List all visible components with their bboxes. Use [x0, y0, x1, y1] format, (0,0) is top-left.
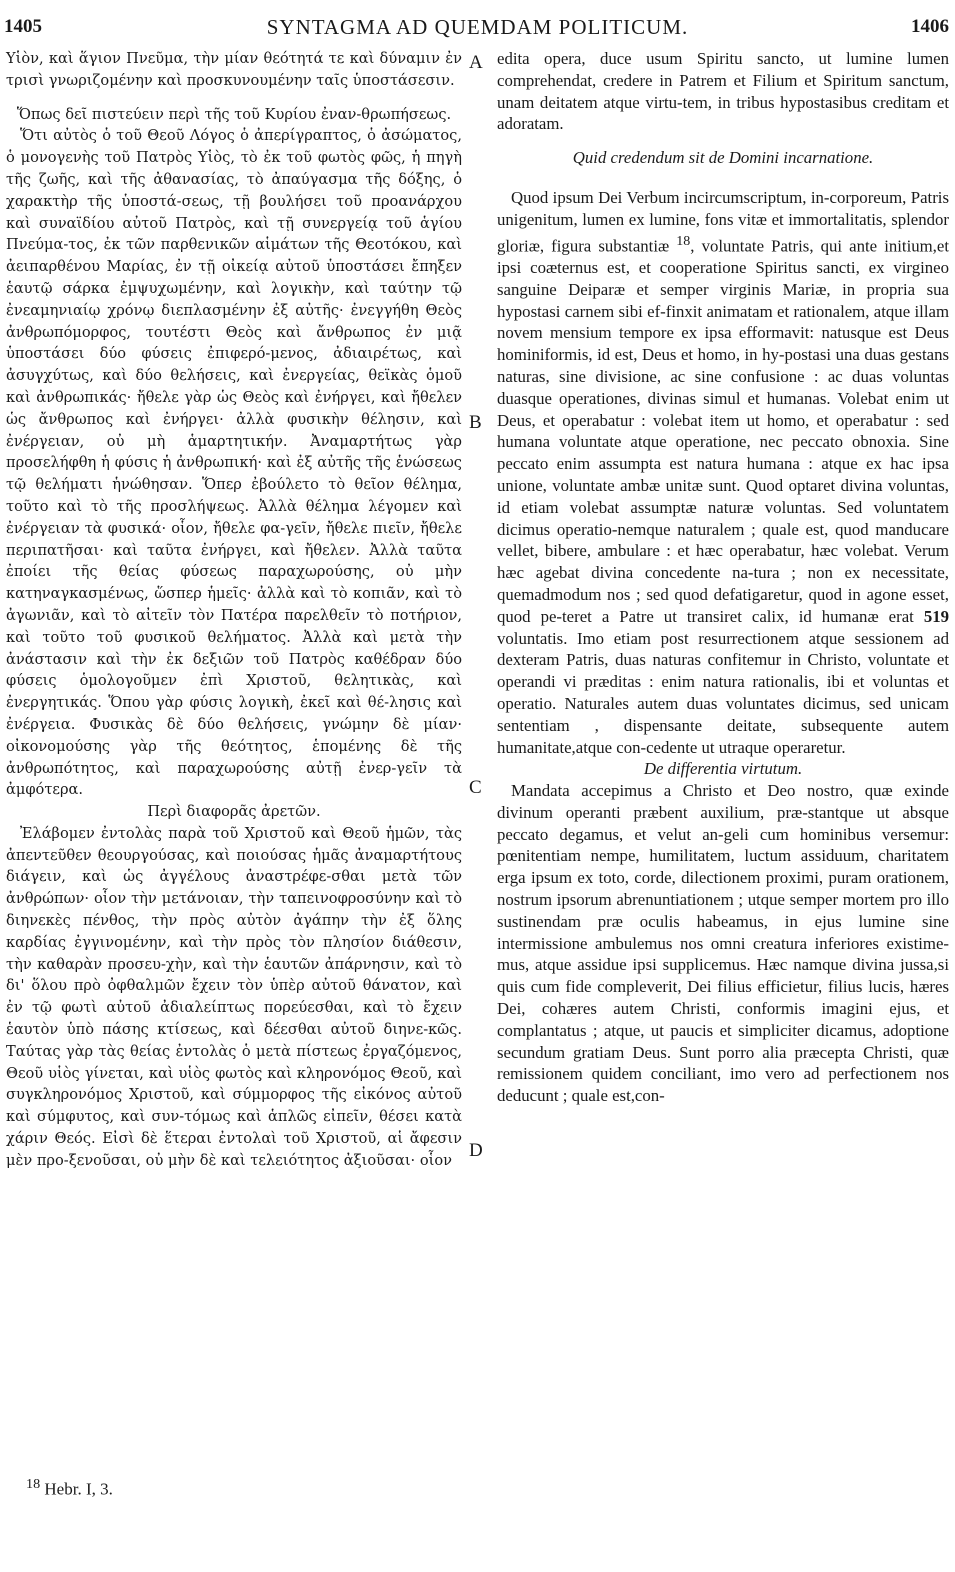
greek-heading-virtues: Περὶ διαφορᾶς ἀρετῶν. [147, 803, 321, 821]
margin-marker-a: A [469, 52, 483, 73]
greek-paragraph-incarnation: Ὅτι αὐτὸς ὁ τοῦ Θεοῦ Λόγος ὁ ἀπερίγραπτος, ὁ ἀσώματος, ὁ μονογενὴς τοῦ Πατρὸς Υἱὸς, τὸ ἐκ τοῦ φωτὸς φῶς, ἡ πηγὴ τῆς ζωῆς, καὶ τῆς ἀθανασίας, τὸ ἀπαύγασμα τῆς δόξης, ὁ χαρακτὴρ τῆς ὑποστά-σεως, τῇ βουλήσει τοῦ προανάρχου καὶ συναϊδίου αὐτοῦ Πατρὸς, καὶ τῇ συνεργείᾳ τοῦ ἁγίου Πνεύμα-τος, ἐκ τῶν παρθενικῶν αἱμάτων τῆς Θεοτόκου, καὶ ἀειπαρθένου Μαρίας, ἐν τῇ οἰκείᾳ αὐτοῦ ὑποστάσει ἔπηξεν ἑαυτῷ σάρκα ἐμψυχωμένην, καὶ λογικὴν, καὶ ταύτην τῷ ἐνεαμηνιαίῳ χρόνῳ διεπλασμένην ἐξ αὐτῆς· ἐνεγγήθη Θεὸς ἀνθρωπόμορφος, τουτέστι Θεὸς καὶ ἄνθρωπος ἐν μιᾷ ὑποστάσει δύο φύσεις ἐπιφερό-μενος, ἀδιαιρέτως, καὶ ἀσυγχύτως, καὶ δύο θελήσεις, καὶ ἐνεργείας, θεϊκὰς ὁμοῦ καὶ ἀνθρωπικάς· ἤθελε γὰρ ὡς Θεὸς καὶ ἐνήργει, καὶ ἤθελεν ὡς ἄνθρωπος καὶ ἐνήργει· ἀλλὰ φυσικὴν θέλησιν, καὶ ἐνέργειαν, οὐ μὴ ἁμαρτητικήν. Ἀναμαρτήτως γὰρ προσελήφθη ἡ φύσις ἡ ἀνθρωπική· καὶ ἐξ αὐτῆς τῆς ἑνώσεως τῷ θελήματι ἡνώθησαν. Ὅπερ ἐβούλετο τὸ θεῖον θέλημα, τοῦτο καὶ τὸ τῆς προσλήψεως. Ἀλλὰ θέλημα λέγομεν καὶ ἐνέργειαν τὰ φυσικά· οἷον, ἤθελε φα-γεῖν, ἤθελε πιεῖν, ἤθελε περιπατῆσαι· καὶ ταῦτα ἐνήργει, καὶ ἤθελεν. Ἀλλὰ ταῦτα ἐποίει τῆς θείας φύσεως παραχωρούσης, οὐ μὴν κατηναγκασμένως, ὥσπερ ἡμεῖς· ἀλλὰ καὶ τὸ κοπιᾶν, καὶ τὸ ἀγωνιᾶν, καὶ τὸ αἰτεῖν τὸν Πατέρα παρελθεῖν τὸ ποτήριον, καὶ τοῦτο τοῦ φυσικοῦ θελήματος. Ἀλλὰ καὶ μετὰ τὴν ἀνάστασιν καὶ τὴν ἐκ δεξιῶν τοῦ Πατρὸς καθέδραν δύο φύσεις ὁμολογοῦμεν ἐπὶ Χριστοῦ, θελητικὰς, καὶ ἐνεργητικάς. Ὅπου γὰρ φύσις λογικὴ, ἐκεῖ καὶ θέ-λησις καὶ ἐνέργεια. Φυσικὰς δὲ δύο θελήσεις, γνώμην δὲ μίαν· οἰκονομούσης γὰρ τῆς θεότητος, ἑπομένης δὲ τῆς ἀνθρωπότητος, καὶ παραχωρούσης αὐτῇ ἐνερ-γεῖν τὰ ἀμφότερα. [6, 127, 462, 799]
margin-marker-d: D [469, 1140, 483, 1161]
footnote-mark: 18 [26, 1476, 41, 1492]
running-title: SYNTAGMA AD QUEMDAM POLITICUM. [266, 15, 689, 39]
greek-column [6, 48, 462, 1172]
latin-paragraph-virtues: Mandata accepimus a Christo et Deo nostro, quæ exinde divinum operanti præbent auxilium, præ-stantque ut absque peccato degamus, et velut an-geli cum hominibus versemur: pœnitentiam nempe, humilitatem, luctum assiduum, charitatem erga ipsum ex toto, corde, dilectionem proximi, puram orationem, nostrum ipsorum abrenuntiationem ; utque semper mortem pro illo sustinendam præ oculis habeamus, in ejus lumine sine intermissione ambulemus nos omni creatura inferiores existime-mus, atque assidue ipsi supplicemus. Hæc namque divina jussa,si quis cum fide compleverit, Dei filius efficietur, filius lucis, hæres Dei, cohæres autem Christi, conformis imagini ejus, et complantatus ; atque, ut paucis et simpliciter dicamus, adoptione secundum gratiam Deus. Sunt porro alia præcepta Christi, quæ remissionem quidem conciliant, imo vero ad perfectionem nos deducunt ; quale est,con- [497, 781, 949, 1106]
greek-paragraph-virtues: Ἐλάβομεν ἐντολὰς παρὰ τοῦ Χριστοῦ καὶ Θεοῦ ἡμῶν, τὰς ἀπεντεῦθεν θεουργούσας, καὶ ποιούσας ἡμᾶς ἀναμαρτήτους διάγειν, καὶ ὡς ἀγγέλους ἀναστρέφε-σθαι μετὰ τῶν ἀνθρώπων· οἷον τὴν μετάνοιαν, τὴν ταπεινοφροσύνην καὶ τὸ διηνεκὲς πένθος, τὴν πρὸς αὐτὸν ἀγάπην τὴν ἐξ ὅλης καρδίας ἐγγινομένην, καὶ τὴν πρὸς τὸν πλησίον διάθεσιν, τὴν καθαρὰν προσευ-χὴν, καὶ τὴν ἑαυτῶν ἀπάρνησιν, καὶ τὸ δι' ὅλου πρὸ ὀφθαλμῶν ἔχειν τὸν ὑπὲρ αὐτοῦ θάνατον, καὶ ἐν τῷ φωτὶ αὐτοῦ ἀδιαλείπτως πορεύεσθαι, καὶ τὸ ἔχειν ἑαυτὸν ὑπὸ πάσης κτίσεως, καὶ δέεσθαι αὐτοῦ διηνε-κῶς. Ταύτας γὰρ τὰς θείας ἐντολὰς ὁ μετὰ πίστεως ἐργαζόμενος, Θεοῦ υἱὸς γίνεται, καὶ υἱὸς φωτὸς καὶ κληρονόμος Θεοῦ, καὶ συγκληρονόμος Χριστοῦ, καὶ σύμμορφος τῆς εἰκόνος αὐτοῦ καὶ σύμφυτος, καὶ συν-τόμως καὶ ἁπλῶς εἰπεῖν, θέσει κατὰ χάριν Θεός. Εἰσὶ δὲ ἕτεραι ἐντολαὶ τοῦ Χριστοῦ, αἱ ἄφεσιν μὲν προ-ξενοῦσαι, οὐ μὴν δὲ καὶ τελειότητος ἀξιοῦσαι· οἷον [6, 824, 462, 1169]
latin-text-part-c: voluntatis. Imo etiam post resurrectionem atque sessionem ad dexteram Patris, duas naturas confitemur in Christo, voluntate et operandi vi præditas : enim natura rationalis, ibi et voluntas et operatio. Naturales autem duas voluntates dicimus, sed unicam sententiam , dispensante deitate, subsequente autem humanitate,atque con-cedente ut utraque operaretur. [497, 628, 949, 757]
page-header [0, 10, 955, 40]
latin-paragraph-incarnation [497, 187, 949, 758]
latin-column [497, 48, 949, 1107]
greek-opening: Υἱὸν, καὶ ἅγιον Πνεῦμα, τὴν μίαν θεότητά τε καὶ δύναμιν ἐν τρισὶ γνωριζομένην καὶ προσκυνουμένην ταῖς ὑποστάσεσιν. [6, 50, 462, 89]
latin-heading-virtues: De differentia virtutum. [643, 759, 803, 779]
footnote-text: Hebr. I, 3. [44, 1479, 113, 1499]
footnote-reference: 18 [676, 233, 691, 249]
greek-heading-incarnation: Ὅπως δεῖ πιστεύειν περὶ τῆς τοῦ Κυρίου ἐναν-θρωπήσεως. [16, 105, 452, 123]
latin-opening: edita opera, duce usum Spiritu sancto, ut lumine lumen comprehendat, credere in Patrem et Filium et Spiritum sanctum, unam deitatem atque virtu-tem, in tribus hypostasibus creditam et adoratam. [497, 49, 949, 134]
page-number-right: 1406 [911, 16, 949, 37]
page-number-left: 1405 [4, 16, 42, 37]
latin-text-part-a: Quod ipsum Dei Verbum incircumscriptum, in-corporeum, Patris unigenitum, lumen ex lumine, fons vitæ et immortalitatis, splendor gloriæ, figura substantiæ [497, 187, 949, 256]
margin-marker-c: C [469, 777, 482, 798]
column-number: 519 [923, 606, 949, 626]
latin-heading-incarnation: Quid credendum sit de Domini incarnatione. [572, 148, 874, 168]
latin-text-part-b: , voluntate Patris, qui ante initium,et ipsi coæternus est, et cooperatione Spiritus sancti, ex virgineo sanguine Deiparæ et semper virginis Mariæ, in propria sua hypostasi carnem sibi ef-finxit animatam et rationalem, atque illam novem mensium tempore ex ipsa efformavit: natusque est Deus hominiformis, id est, Deus et homo, in hy-postasi una duas gestans naturas, sine divisione, ac sine confusione : ac duas voluntas duasque operationes, divinas simul et humanas. Volebat enim ut Deus, et operabatur : volebat item ut homo, et operabatur : sed humana voluntate atque operatione, nec peccato obnoxia. Sine peccato enim assumpta est natura humana : atque ex hac ipsa unione, voluntate ambæ unitæ sunt. Quod optaret divina voluntas, id etiam volebat assumptæ naturæ voluntas. Sed voluntatem dicimus operatio-nemque naturalem ; quale est, quod manducare vellet, bibere, ambulare : et hæc operabatur, hæc volebat. Verum hæc agebat divina concedente na-tura ; non ex necessitate, quemadmodum nos ; sed quod defatigaretur, quod in agone esset, quod pe-teret a Patre ut transiret calix, id humanæ erat [497, 236, 949, 626]
margin-marker-b: B [469, 412, 482, 433]
footnote [26, 1476, 113, 1500]
